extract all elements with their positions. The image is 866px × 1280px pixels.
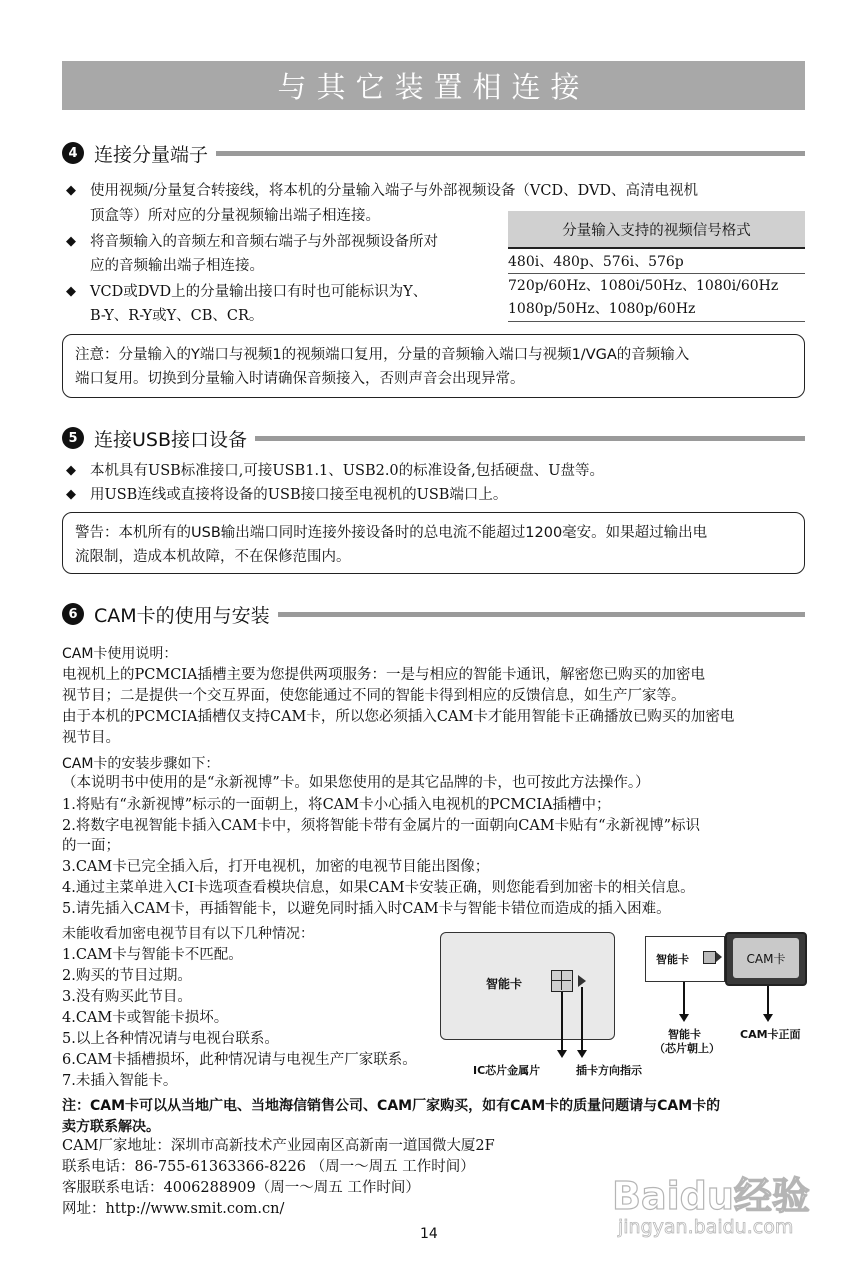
page-header: 与其它装置相连接 [62, 61, 805, 110]
fail-item: 1.CAM卡与智能卡不匹配。 [62, 947, 243, 963]
bullet-text: VCD或DVD上的分量输出接口有时也可能标识为Y、 [90, 284, 428, 300]
fail-item: 2.购买的节目过期。 [62, 968, 192, 984]
insert-direction-arrow-icon [578, 975, 586, 987]
arrow-down-icon [557, 1050, 567, 1058]
usage-line: 视节目。 [62, 730, 120, 746]
page-number: 14 [420, 1226, 438, 1242]
contact-address: CAM厂家地址：深圳市高新技术产业园南区高新南一道国微大厦2F [62, 1138, 495, 1154]
arrow-down-icon [679, 1014, 689, 1022]
section-rule [216, 151, 805, 156]
watermark-url: jingyan.baidu.com [618, 1216, 794, 1238]
watermark-logo: Baidu经验 [612, 1174, 810, 1218]
fail-item: 5.以上各种情况请与电视台联系。 [62, 1031, 279, 1047]
smart-card-chip-up-label: （芯片朝上） [654, 1042, 720, 1055]
final-note-line: 注：CAM卡可以从当地广电、当地海信销售公司、CAM厂家购买，如有CAM卡的质量问题请与CAM卡的 [62, 1098, 721, 1114]
bullet-text: 用USB连线或直接将设备的USB接口接至电视机的USB端口上。 [90, 487, 508, 503]
cam-card-label: CAM卡 [746, 952, 786, 966]
smart-card-chip-up-label: 智能卡 [668, 1028, 701, 1041]
fail-item: 4.CAM卡或智能卡损坏。 [62, 1010, 229, 1026]
cam-front-label: CAM卡正面 [740, 1028, 801, 1041]
ic-chip-label: IC芯片金属片 [473, 1064, 541, 1077]
note-line: 注意：分量输入的Y端口与视频1的视频端口复用，分量的音频输入端口与视频1/VGA的音频输入 [75, 347, 690, 363]
bullet-icon: ◆ [66, 183, 76, 198]
install-intro: （本说明书中使用的是“永新视博”卡。如果您使用的是其它品牌的卡，也可按此方法操作。） [62, 775, 650, 791]
final-note-line: 卖方联系解决。 [62, 1119, 160, 1135]
install-step: 4.通过主菜单进入CI卡选项查看模块信息，如果CAM卡安装正确，则您能看到加密卡的相关信息。 [62, 880, 695, 896]
pointer-line [683, 982, 685, 1016]
contact-phone: 联系电话：86-755-61363366-8226 （周一～周五 工作时间） [62, 1159, 475, 1175]
usage-line: 电视机上的PCMCIA插槽主要为您提供两项服务：一是与相应的智能卡通讯，解密您已购买的加密电 [62, 667, 705, 683]
section-title: 连接分量端子 [94, 143, 209, 166]
fail-item: 6.CAM卡插槽损坏，此种情况请与电视生产厂家联系。 [62, 1052, 417, 1068]
bullet-text: 应的音频输出端子相连接。 [90, 258, 264, 274]
arrow-down-icon [577, 1050, 587, 1058]
format-table-row: 720p/60Hz、1080i/50Hz、1080i/60Hz [508, 278, 779, 294]
pointer-line [767, 986, 769, 1016]
chip-icon [703, 951, 716, 964]
section-rule [278, 612, 805, 617]
install-step: 3.CAM卡已完全插入后，打开电视机，加密的电视节目能出图像； [62, 859, 490, 875]
usage-heading: CAM卡使用说明： [62, 646, 178, 662]
section-title: 连接USB接口设备 [94, 428, 248, 451]
format-table-row: 1080p/50Hz、1080p/60Hz [508, 301, 696, 317]
section-number: 5 [62, 427, 84, 449]
install-step: 2.将数字电视智能卡插入CAM卡中，须将智能卡带有金属片的一面朝向CAM卡贴有“永新视博”标识 [62, 818, 700, 834]
table-divider [508, 273, 805, 274]
section-heading-component [62, 600, 805, 628]
insert-direction-arrow-icon [716, 952, 722, 962]
fail-item: 7.未插入智能卡。 [62, 1073, 178, 1089]
small-smart-card-label: 智能卡 [656, 953, 689, 966]
smart-card-illustration [440, 932, 615, 1040]
warning-box [62, 512, 805, 574]
contact-website: 网址：http://www.smit.com.cn/ [62, 1201, 285, 1217]
install-step: 5.请先插入CAM卡，再插智能卡，以避免同时插入时CAM卡与智能卡错位而造成的插入困难。 [62, 901, 671, 917]
install-heading: CAM卡的安装步骤如下： [62, 756, 220, 772]
fail-heading: 未能收看加密电视节目有以下几种情况： [62, 926, 314, 942]
contact-service-phone: 客服联系电话：4006288909（周一～周五 工作时间） [62, 1180, 420, 1196]
arrow-down-icon [763, 1014, 773, 1022]
section-number: 6 [62, 603, 84, 625]
note-line: 端口复用。切换到分量输入时请确保音频接入，否则声音会出现异常。 [75, 371, 525, 387]
bullet-text: B-Y、R-Y或Y、CB、CR。 [90, 308, 264, 324]
bullet-text: 使用视频/分量复合转接线，将本机的分量输入端子与外部视频设备（VCD、DVD、高清电视机 [90, 183, 699, 199]
format-table-row: 480i、480p、576i、576p [508, 254, 684, 270]
bullet-text: 本机具有USB标准接口,可接USB1.1、USB2.0的标准设备,包括硬盘、U盘等。 [90, 463, 604, 479]
format-table-header: 分量输入支持的视频信号格式 [508, 211, 805, 249]
pointer-line [581, 987, 583, 1052]
usage-line: 视节目；二是提供一个交互界面，使您能通过不同的智能卡得到相应的反馈信息，如生产厂家等。 [62, 688, 686, 704]
table-divider [508, 321, 805, 322]
bullet-icon: ◆ [66, 463, 76, 478]
usage-line: 由于本机的PCMCIA插槽仅支持CAM卡，所以您必须插入CAM卡才能用智能卡正确播放已购买的加密电 [62, 709, 735, 725]
section-heading-component [62, 139, 805, 167]
section-heading-component [62, 424, 805, 452]
section-number: 4 [62, 142, 84, 164]
warning-line: 流限制，造成本机故障，不在保修范围内。 [75, 549, 351, 565]
smart-card-label: 智能卡 [486, 977, 523, 991]
section-rule [255, 436, 805, 441]
pointer-line [561, 992, 563, 1052]
bullet-icon: ◆ [66, 234, 76, 249]
note-box [62, 334, 805, 398]
fail-item: 3.没有购买此节目。 [62, 989, 192, 1005]
bullet-text: 将音频输入的音频左和音频右端子与外部视频设备所对 [90, 234, 438, 250]
install-step: 的一面； [62, 838, 120, 854]
install-step: 1.将贴有“永新视博”标示的一面朝上，将CAM卡小心插入电视机的PCMCIA插槽中； [62, 797, 611, 813]
insert-direction-label: 插卡方向指示 [576, 1064, 642, 1077]
section-title: CAM卡的使用与安装 [94, 604, 270, 627]
warning-line: 警告：本机所有的USB输出端口同时连接外接设备时的总电流不能超过1200毫安。如果超过输出电 [75, 525, 708, 541]
ic-chip-icon [551, 970, 573, 992]
bullet-icon: ◆ [66, 284, 76, 299]
bullet-text: 顶盒等）所对应的分量视频输出端子相连接。 [90, 208, 380, 224]
bullet-icon: ◆ [66, 487, 76, 502]
